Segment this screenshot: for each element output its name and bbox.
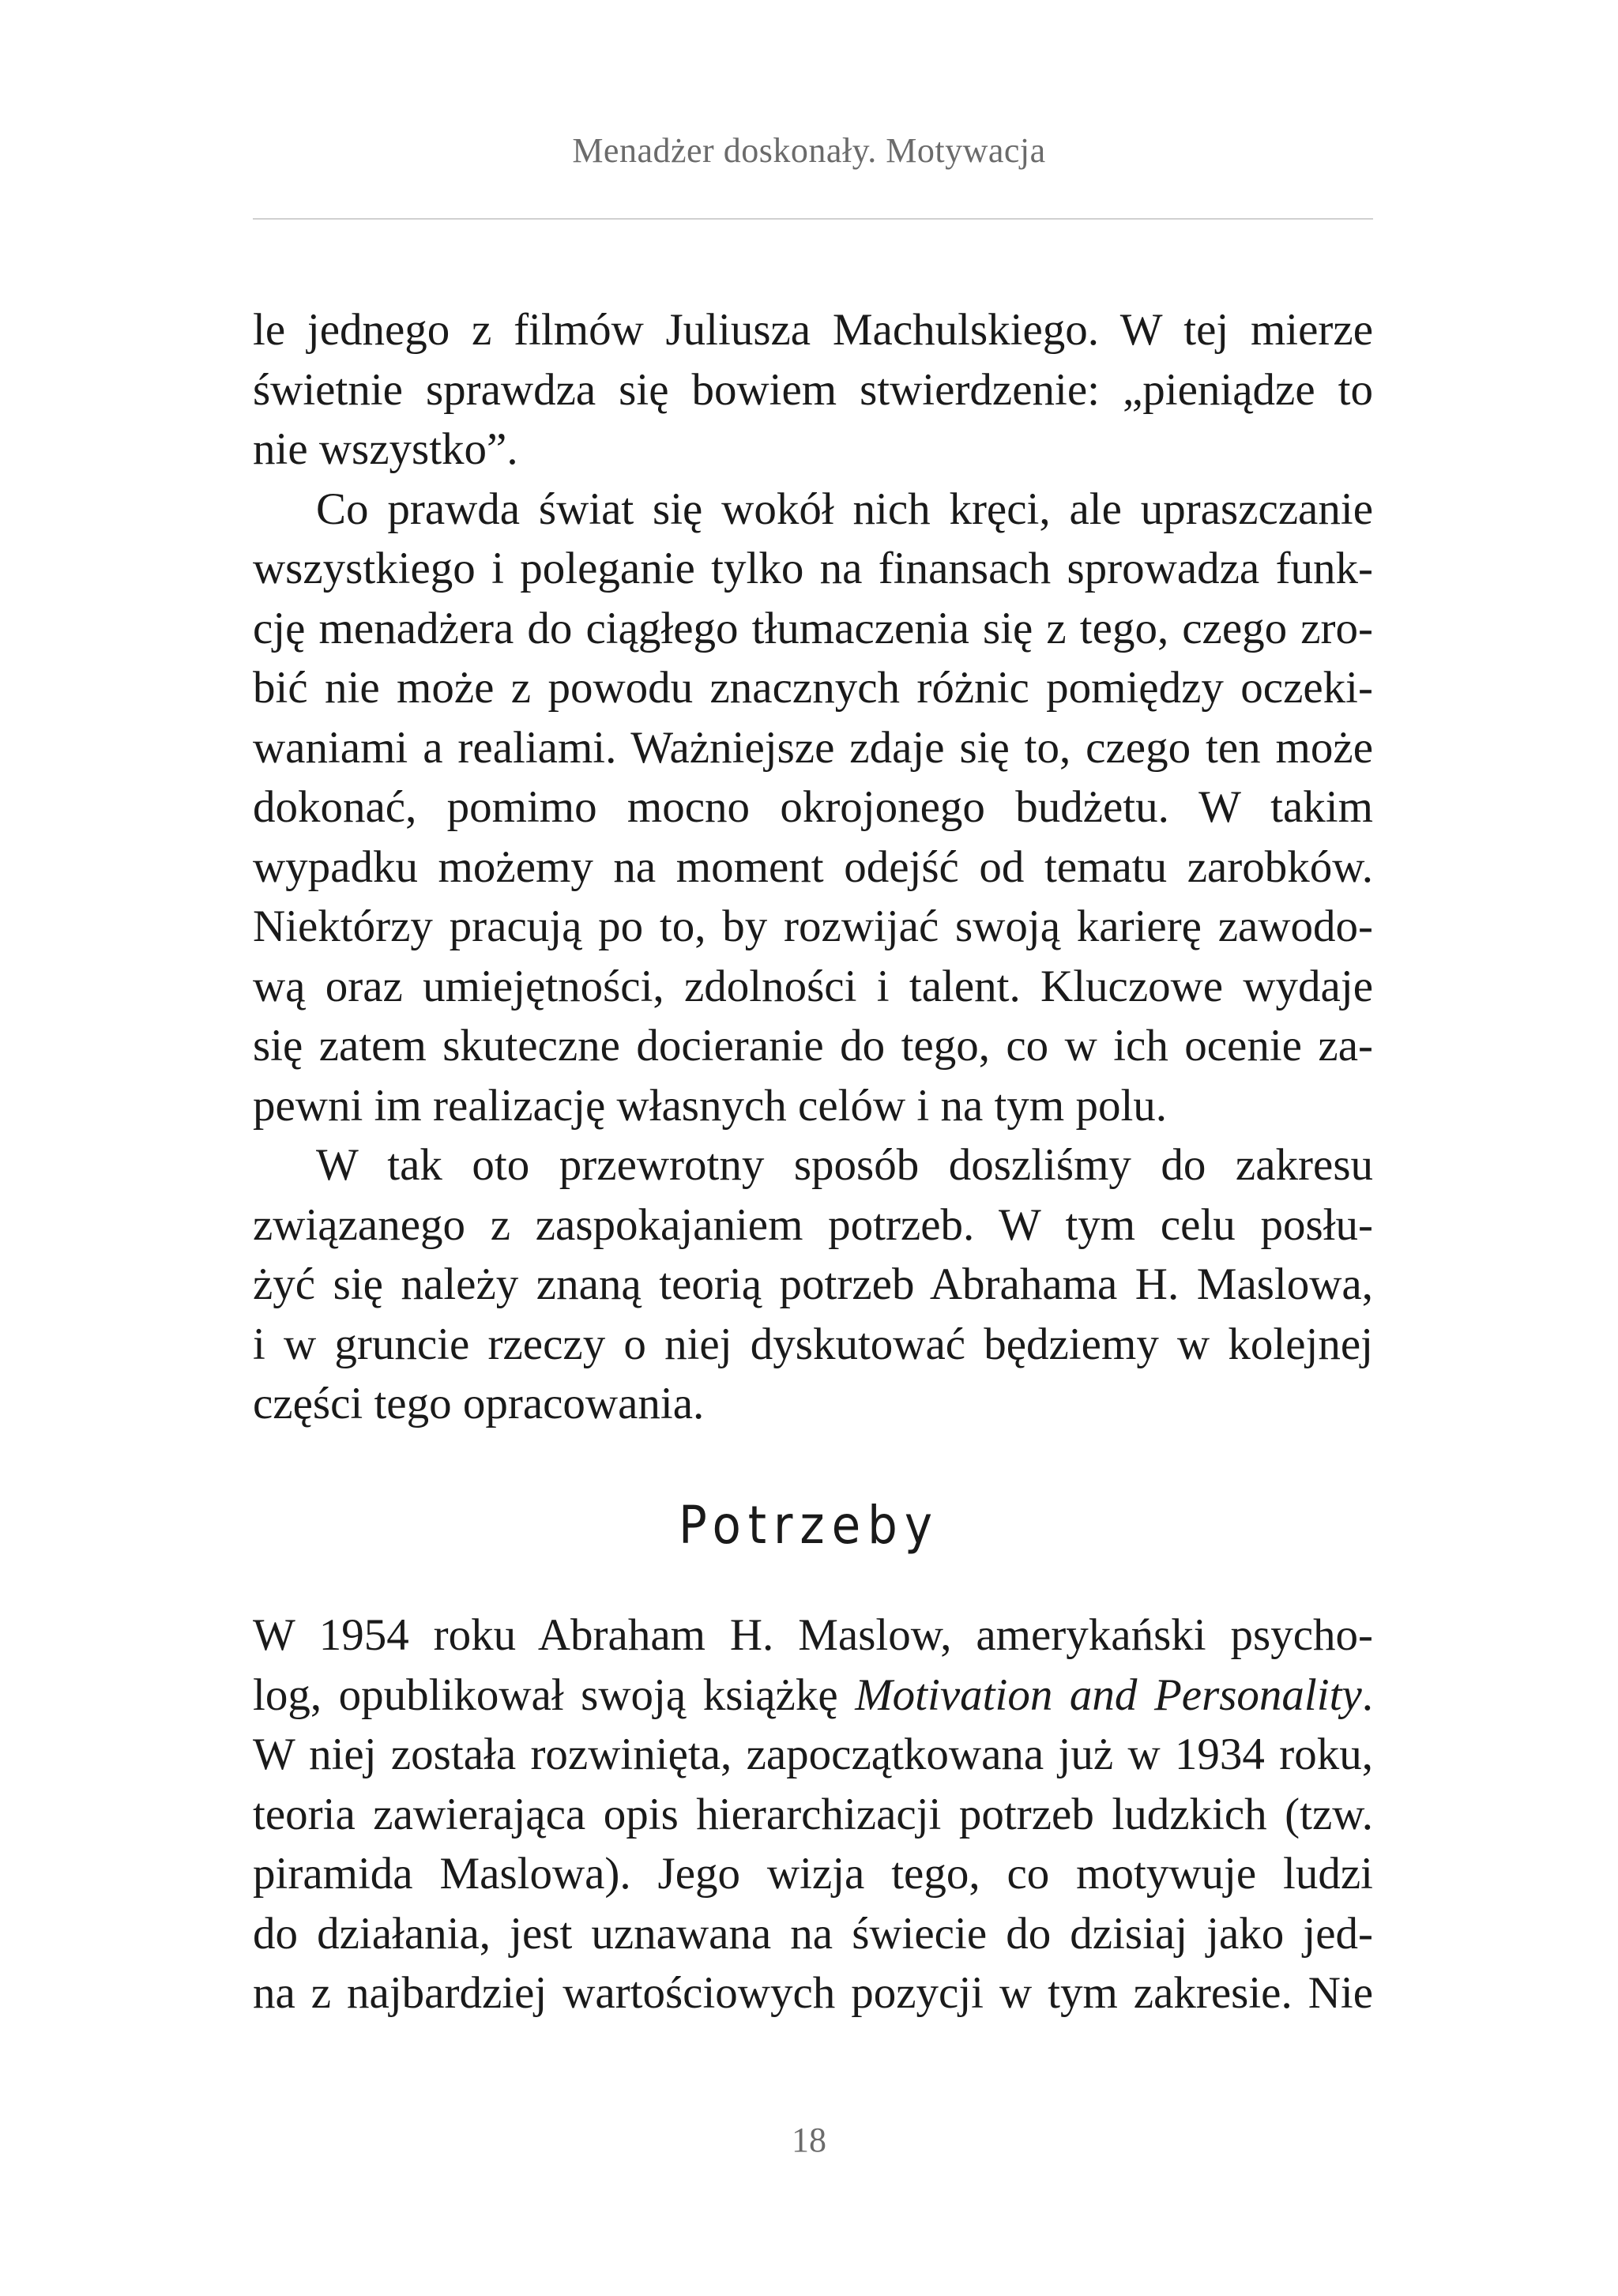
running-head: Menadżer doskonały. Motywacja — [572, 131, 1046, 170]
text-line: części tego opracowania. — [253, 1379, 705, 1428]
text-line: Niektórzy pracują po to, by rozwijać swoją karierę zawodo- — [253, 901, 1373, 951]
page-number: 18 — [792, 2121, 826, 2159]
text-line: się zatem skuteczne docieranie do tego, co w ich ocenie za- — [253, 1021, 1373, 1071]
text-line: związanego z zaspokajaniem potrzeb. W tym celu posłu- — [253, 1199, 1373, 1250]
text-line: le jednego z filmów Juliusza Machulskiego. W tej mierze — [253, 305, 1373, 355]
text-line: bić nie może z powodu znacznych różnic pomiędzy oczeki- — [253, 663, 1373, 713]
text-line: waniami a realiami. Ważniejsze zdaje się to, czego ten może — [253, 722, 1373, 773]
header-rule — [253, 218, 1373, 220]
text-line: pewni im realizację własnych celów i na tym polu. — [253, 1080, 1168, 1131]
text-line — [253, 1666, 1373, 1726]
text-line: i w gruncie rzeczy o niej dyskutować będziemy w kolejnej — [253, 1319, 1373, 1369]
text-line: świetnie sprawdza się bowiem stwierdzenie: „pieniądze to — [253, 364, 1373, 415]
text-line: W tak oto przewrotny sposób doszliśmy do zakresu — [316, 1140, 1373, 1190]
body-text-section-1 — [253, 300, 1373, 1434]
book-title: Motivation and Personality — [855, 1669, 1362, 1720]
text-line: cję menadżera do ciągłego tłumaczenia się z tego, czego zro- — [253, 603, 1373, 653]
text-line: żyć się należy znaną teorią potrzeb Abrahama H. Maslowa, — [253, 1259, 1373, 1309]
section-heading: Potrzeby — [679, 1495, 939, 1556]
text-line: piramida Maslowa). Jego wizja tego, co motywuje ludzi — [253, 1849, 1373, 1899]
text-line: wypadku możemy na moment odejść od tematu zarobków. — [253, 841, 1373, 892]
text-line: wszystkiego i poleganie tylko na finansach sprowadza funk- — [253, 544, 1373, 593]
text-line: Co prawda świat się wokół nich kręci, ale upraszczanie — [316, 484, 1373, 534]
text-line: W niej została rozwinięta, zapoczątkowana już w 1934 roku, — [253, 1730, 1373, 1779]
text-line: wą oraz umiejętności, zdolności i talent. Kluczowe wydaje — [253, 961, 1373, 1011]
body-text-section-2 — [253, 1605, 1373, 2023]
text-line: do działania, jest uznawana na świecie do dzisiaj jako jed- — [253, 1908, 1373, 1959]
text-line: dokonać, pomimo mocno okrojonego budżetu. W takim — [253, 782, 1373, 832]
text-segment: log, opublikował swoją książkę — [253, 1669, 856, 1720]
text-line: W 1954 roku Abraham H. Maslow, amerykański psycho- — [253, 1610, 1373, 1660]
text-line: nie wszystko”. — [253, 424, 518, 474]
text-line: teoria zawierająca opis hierarchizacji potrzeb ludzkich (tzw. — [253, 1789, 1373, 1839]
text-segment: . — [1361, 1669, 1373, 1720]
text-line: na z najbardziej wartościowych pozycji w tym zakresie. Nie — [253, 1968, 1373, 2018]
